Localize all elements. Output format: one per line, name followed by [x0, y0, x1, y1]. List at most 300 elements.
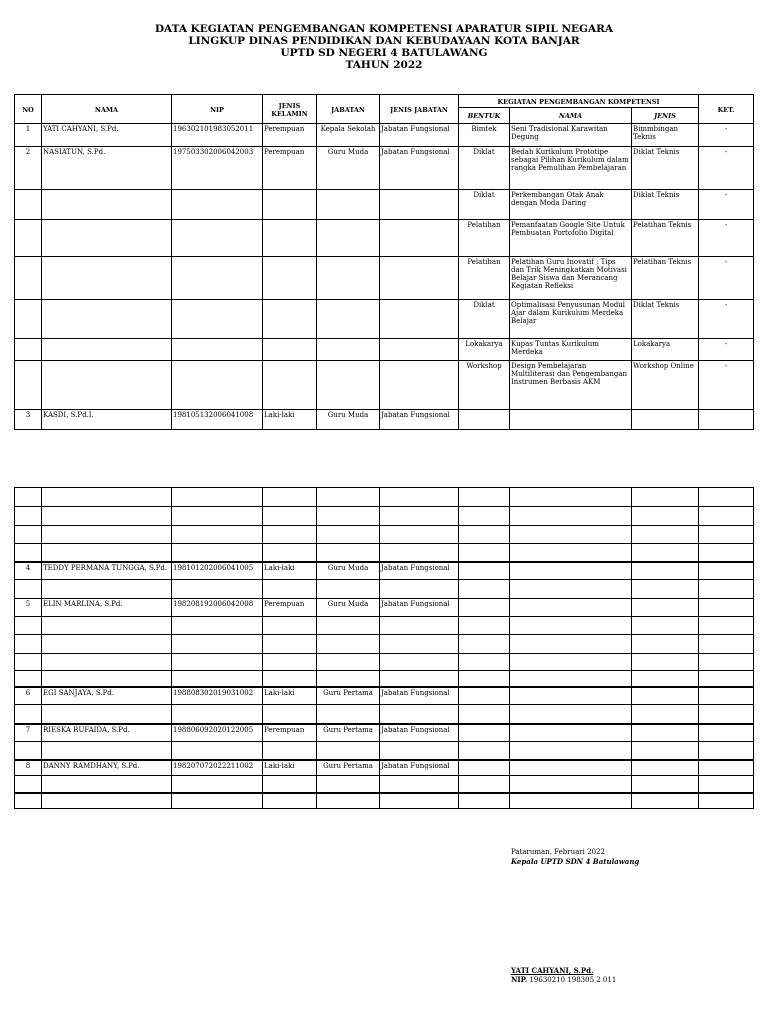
row-no — [15, 793, 42, 809]
row-jenis-kelamin — [263, 507, 317, 526]
row-no — [15, 635, 42, 654]
table-row — [15, 300, 754, 339]
row-kegiatan — [510, 724, 632, 742]
row-no — [15, 300, 42, 339]
row-nip — [172, 220, 263, 257]
row-jabatan — [317, 220, 380, 257]
row-jenis-jabatan — [380, 339, 459, 361]
header-jenis-jabatan: JENIS JABATAN — [380, 95, 459, 124]
row-jenis-kelamin — [263, 220, 317, 257]
row-jenis: Diklat Teknis — [632, 147, 699, 190]
row-no: 7 — [15, 724, 42, 742]
row-nip — [172, 654, 263, 671]
row-jenis-kelamin: Laki-laki — [263, 687, 317, 705]
row-kegiatan: Pemanfaatan Google Site Untuk Pembuatan Portofolio Digital — [510, 220, 632, 257]
row-nip — [172, 635, 263, 654]
row-jenis-kelamin: Perempuan — [263, 599, 317, 617]
row-nip: 196302101983052011 — [172, 124, 263, 147]
row-nama — [42, 361, 172, 410]
row-jenis-kelamin — [263, 257, 317, 300]
row-nama: DANNY RAMDHANY, S.Pd. — [42, 760, 172, 776]
header-kegiatan: KEGIATAN PENGEMBANGAN KOMPETENSI — [459, 95, 699, 108]
row-jabatan — [317, 300, 380, 339]
row-no — [15, 654, 42, 671]
row-ket — [699, 526, 754, 544]
row-nip — [172, 742, 263, 760]
row-jenis — [632, 635, 699, 654]
row-bentuk — [459, 724, 510, 742]
row-nip: 198808302019031002 — [172, 687, 263, 705]
row-jenis — [632, 488, 699, 507]
row-kegiatan: Seni Tradisional Karawitan Degung — [510, 124, 632, 147]
row-jenis-jabatan — [380, 361, 459, 410]
table-row — [15, 339, 754, 361]
row-ket: - — [699, 257, 754, 300]
row-kegiatan — [510, 507, 632, 526]
table-row — [15, 147, 754, 190]
row-jabatan — [317, 361, 380, 410]
row-kegiatan: Design Pembelajaran Multiliterasi dan Pengembangan Instrumen Berbasis AKM — [510, 361, 632, 410]
row-jenis-jabatan: Jabatan Fungsional — [380, 147, 459, 190]
row-ket — [699, 671, 754, 687]
row-no — [15, 339, 42, 361]
header-nama: NAMA — [42, 95, 172, 124]
row-ket — [699, 562, 754, 580]
row-nip: 198207072022211002 — [172, 760, 263, 776]
table-row — [15, 220, 754, 257]
row-jenis-jabatan — [380, 488, 459, 507]
row-bentuk: Diklat — [459, 147, 510, 190]
continuation-table — [14, 487, 754, 809]
row-no — [15, 361, 42, 410]
row-jenis: Lokakarya — [632, 339, 699, 361]
row-jenis: Workshop Online — [632, 361, 699, 410]
row-kegiatan: Bedah Kurikulum Prototipe sebagai Pilihan Kurikulum dalam rangka Pemulihan Pembelajaran — [510, 147, 632, 190]
row-no — [15, 544, 42, 562]
row-nama — [42, 339, 172, 361]
header-ket: KET. — [699, 95, 754, 124]
row-nip — [172, 671, 263, 687]
row-jenis — [632, 671, 699, 687]
row-jabatan — [317, 671, 380, 687]
row-nama: TEDDY PERMANA TUNGGA, S.Pd. — [42, 562, 172, 580]
row-nama — [42, 220, 172, 257]
row-nip: 198208192006042008 — [172, 599, 263, 617]
row-jenis-kelamin — [263, 742, 317, 760]
row-jenis-jabatan: Jabatan Fungsional — [380, 410, 459, 430]
row-bentuk — [459, 580, 510, 599]
table-row — [15, 654, 754, 671]
signature-name-block — [511, 966, 616, 985]
table-row — [15, 124, 754, 147]
row-jabatan — [317, 617, 380, 635]
row-bentuk — [459, 687, 510, 705]
row-jenis: Bimmbingan Teknis — [632, 124, 699, 147]
table-row — [15, 599, 754, 617]
row-kegiatan — [510, 410, 632, 430]
row-nip — [172, 526, 263, 544]
row-no — [15, 257, 42, 300]
table-row — [15, 776, 754, 793]
signature-name: YATI CAHYANI, S.Pd. — [511, 966, 594, 975]
row-no — [15, 705, 42, 724]
row-jenis-jabatan: Jabatan Fungsional — [380, 760, 459, 776]
row-kegiatan — [510, 742, 632, 760]
row-jenis-kelamin — [263, 654, 317, 671]
row-jenis-kelamin — [263, 617, 317, 635]
table-row — [15, 671, 754, 687]
row-jenis-kelamin: Laki-laki — [263, 410, 317, 430]
header-jenis-kelamin: JENIS KELAMIN — [263, 95, 317, 124]
row-ket — [699, 635, 754, 654]
row-jenis-kelamin — [263, 635, 317, 654]
row-ket: - — [699, 124, 754, 147]
title-line-1: DATA KEGIATAN PENGEMBANGAN KOMPETENSI APARATUR SIPIL NEGARA — [154, 23, 614, 35]
row-jenis-jabatan: Jabatan Fungsional — [380, 687, 459, 705]
row-nip: 197503302006042003 — [172, 147, 263, 190]
row-ket: - — [699, 147, 754, 190]
row-nip — [172, 361, 263, 410]
header-no: NO — [15, 95, 42, 124]
title-line-4: TAHUN 2022 — [345, 59, 423, 71]
signature-role: Kepala UPTD SDN 4 Batulawang — [511, 857, 640, 866]
row-jenis — [632, 507, 699, 526]
row-jenis-kelamin: Perempuan — [263, 124, 317, 147]
row-no: 8 — [15, 760, 42, 776]
row-jenis-kelamin — [263, 776, 317, 793]
table-row — [15, 257, 754, 300]
row-bentuk — [459, 793, 510, 809]
signature-nip-label: NIP. — [511, 975, 528, 984]
row-bentuk — [459, 507, 510, 526]
row-jenis — [632, 562, 699, 580]
row-jenis-jabatan — [380, 793, 459, 809]
row-kegiatan — [510, 760, 632, 776]
row-ket: - — [699, 190, 754, 220]
competency-table — [14, 94, 754, 430]
row-nama — [42, 507, 172, 526]
row-jenis — [632, 526, 699, 544]
row-jabatan — [317, 488, 380, 507]
table-row — [15, 488, 754, 507]
row-nama: EGI SANJAYA, S.Pd. — [42, 687, 172, 705]
title-line-2: LINGKUP DINAS PENDIDIKAN DAN KEBUDAYAAN KOTA BANJAR — [188, 35, 580, 47]
row-jenis: Pelatihan Teknis — [632, 257, 699, 300]
row-jenis — [632, 724, 699, 742]
row-jenis-kelamin: Perempuan — [263, 147, 317, 190]
row-ket: - — [699, 361, 754, 410]
row-jabatan: Kepala Sekolah — [317, 124, 380, 147]
row-kegiatan: Perkembangan Otak Anak dengan Moda Daring — [510, 190, 632, 220]
row-jenis: Diklat Teknis — [632, 300, 699, 339]
row-kegiatan — [510, 599, 632, 617]
row-bentuk: Diklat — [459, 300, 510, 339]
row-jenis-kelamin — [263, 544, 317, 562]
row-jenis-jabatan — [380, 705, 459, 724]
row-jenis-kelamin — [263, 339, 317, 361]
row-nama — [42, 580, 172, 599]
row-no: 1 — [15, 124, 42, 147]
row-bentuk — [459, 562, 510, 580]
row-no — [15, 671, 42, 687]
row-kegiatan — [510, 488, 632, 507]
row-ket: - — [699, 220, 754, 257]
row-bentuk: Pelatihan — [459, 220, 510, 257]
row-nip: 198101202006041005 — [172, 562, 263, 580]
row-nip — [172, 339, 263, 361]
row-jenis: Pelatihan Teknis — [632, 220, 699, 257]
row-nip — [172, 580, 263, 599]
row-nama: RIESKA RUFAIDA, S.Pd. — [42, 724, 172, 742]
row-jenis-jabatan — [380, 220, 459, 257]
row-no — [15, 580, 42, 599]
table-row — [15, 687, 754, 705]
row-jenis-jabatan — [380, 776, 459, 793]
row-kegiatan — [510, 580, 632, 599]
header-nip: NIP — [172, 95, 263, 124]
row-jabatan: Guru Muda — [317, 599, 380, 617]
row-ket — [699, 599, 754, 617]
row-bentuk — [459, 705, 510, 724]
row-jenis-kelamin — [263, 526, 317, 544]
row-bentuk — [459, 617, 510, 635]
row-jenis-kelamin: Laki-laki — [263, 760, 317, 776]
row-kegiatan — [510, 705, 632, 724]
row-ket — [699, 776, 754, 793]
row-nama — [42, 742, 172, 760]
table-row — [15, 635, 754, 654]
row-kegiatan — [510, 635, 632, 654]
row-nip: 198105132006041008 — [172, 410, 263, 430]
row-jabatan — [317, 580, 380, 599]
row-bentuk: Bimtek — [459, 124, 510, 147]
row-jabatan: Guru Pertama — [317, 760, 380, 776]
row-no: 6 — [15, 687, 42, 705]
row-no — [15, 507, 42, 526]
table-row — [15, 507, 754, 526]
row-bentuk — [459, 526, 510, 544]
row-bentuk: Pelatihan — [459, 257, 510, 300]
table-row — [15, 617, 754, 635]
table-row — [15, 562, 754, 580]
row-jenis — [632, 580, 699, 599]
row-jenis — [632, 687, 699, 705]
row-kegiatan — [510, 654, 632, 671]
table-row — [15, 724, 754, 742]
row-nip — [172, 544, 263, 562]
row-ket — [699, 488, 754, 507]
row-jabatan — [317, 507, 380, 526]
header-jenis: JENIS — [632, 108, 699, 124]
row-jenis-jabatan — [380, 635, 459, 654]
row-kegiatan: Optimalisasi Penyusunan Modul Ajar dalam Kurikulum Merdeka Belajar — [510, 300, 632, 339]
row-jenis-jabatan — [380, 654, 459, 671]
header-nama-kegiatan: NAMA — [510, 108, 632, 124]
row-nip: 198806092020122005 — [172, 724, 263, 742]
row-jabatan — [317, 776, 380, 793]
row-ket: - — [699, 339, 754, 361]
row-no: 5 — [15, 599, 42, 617]
row-bentuk — [459, 410, 510, 430]
row-kegiatan — [510, 544, 632, 562]
row-kegiatan: Pelatihan Guru Inovatif ; Tips dan Trik Meningkatkan Motivasi Belajar Siswa dan Merancang Kegiatan Refleksi — [510, 257, 632, 300]
row-nip — [172, 190, 263, 220]
row-ket — [699, 544, 754, 562]
row-jenis-jabatan — [380, 544, 459, 562]
row-jenis: Diklat Teknis — [632, 190, 699, 220]
row-jenis — [632, 760, 699, 776]
row-jenis-jabatan — [380, 257, 459, 300]
row-no — [15, 220, 42, 257]
row-jenis — [632, 776, 699, 793]
document-title — [0, 0, 768, 71]
row-jenis-kelamin — [263, 580, 317, 599]
table-row — [15, 742, 754, 760]
row-nip — [172, 488, 263, 507]
row-nama — [42, 526, 172, 544]
row-nip — [172, 507, 263, 526]
row-ket — [699, 742, 754, 760]
table-row — [15, 580, 754, 599]
row-jenis-kelamin — [263, 300, 317, 339]
row-jabatan: Guru Muda — [317, 147, 380, 190]
row-nama — [42, 705, 172, 724]
row-jabatan — [317, 544, 380, 562]
row-kegiatan — [510, 562, 632, 580]
row-nip — [172, 776, 263, 793]
row-ket — [699, 760, 754, 776]
row-jabatan: Guru Muda — [317, 410, 380, 430]
table-row — [15, 793, 754, 809]
row-nama — [42, 776, 172, 793]
row-jenis-kelamin — [263, 488, 317, 507]
row-ket — [699, 654, 754, 671]
row-nip — [172, 617, 263, 635]
row-nama: NASIATUN, S.Pd. — [42, 147, 172, 190]
header-bentuk: BENTUK — [459, 108, 510, 124]
row-no: 4 — [15, 562, 42, 580]
row-ket — [699, 617, 754, 635]
row-ket — [699, 580, 754, 599]
row-jabatan: Guru Pertama — [317, 724, 380, 742]
row-no: 3 — [15, 410, 42, 430]
signature-nip: 19630210 198305 2 011 — [529, 976, 617, 984]
row-jenis — [632, 617, 699, 635]
table-row — [15, 190, 754, 220]
row-bentuk — [459, 776, 510, 793]
row-ket — [699, 705, 754, 724]
row-bentuk — [459, 671, 510, 687]
row-no — [15, 190, 42, 220]
table-row — [15, 361, 754, 410]
row-ket — [699, 793, 754, 809]
row-bentuk — [459, 654, 510, 671]
row-nama: KASDI, S.Pd.I. — [42, 410, 172, 430]
row-no — [15, 776, 42, 793]
row-jenis-kelamin — [263, 793, 317, 809]
row-ket — [699, 724, 754, 742]
row-jenis-jabatan — [380, 507, 459, 526]
table-row — [15, 705, 754, 724]
row-jenis — [632, 599, 699, 617]
table-row — [15, 544, 754, 562]
row-bentuk — [459, 599, 510, 617]
row-jabatan — [317, 742, 380, 760]
row-nama — [42, 635, 172, 654]
row-nama — [42, 654, 172, 671]
row-no — [15, 742, 42, 760]
row-nama: YATI CAHYANI, S.Pd. — [42, 124, 172, 147]
row-nama — [42, 300, 172, 339]
row-bentuk — [459, 760, 510, 776]
row-nip — [172, 257, 263, 300]
row-nip — [172, 793, 263, 809]
row-jenis — [632, 705, 699, 724]
row-jabatan — [317, 339, 380, 361]
row-bentuk — [459, 544, 510, 562]
row-kegiatan — [510, 526, 632, 544]
row-bentuk — [459, 742, 510, 760]
row-jenis-jabatan — [380, 580, 459, 599]
row-jabatan: Guru Pertama — [317, 687, 380, 705]
row-ket — [699, 687, 754, 705]
title-line-3: UPTD SD NEGERI 4 BATULAWANG — [280, 47, 488, 59]
row-nama — [42, 617, 172, 635]
signature-place-date: Pataruman, Februari 2022 — [511, 848, 605, 856]
row-jenis-jabatan: Jabatan Fungsional — [380, 562, 459, 580]
row-jabatan — [317, 190, 380, 220]
row-nama — [42, 671, 172, 687]
row-jenis — [632, 742, 699, 760]
row-nip — [172, 705, 263, 724]
row-jenis — [632, 793, 699, 809]
table-row — [15, 760, 754, 776]
row-ket: - — [699, 300, 754, 339]
row-jenis-jabatan: Jabatan Fungsional — [380, 599, 459, 617]
row-jenis-jabatan — [380, 526, 459, 544]
row-nama — [42, 488, 172, 507]
row-ket — [699, 507, 754, 526]
row-nama — [42, 544, 172, 562]
row-jenis-jabatan — [380, 742, 459, 760]
row-no — [15, 617, 42, 635]
row-bentuk — [459, 635, 510, 654]
row-bentuk: Lokakarya — [459, 339, 510, 361]
header-jabatan: JABATAN — [317, 95, 380, 124]
row-jenis-jabatan — [380, 300, 459, 339]
row-nama: ELIN MARLINA, S.Pd. — [42, 599, 172, 617]
row-jenis — [632, 410, 699, 430]
row-kegiatan — [510, 617, 632, 635]
row-jenis-jabatan — [380, 671, 459, 687]
row-jenis-jabatan — [380, 190, 459, 220]
row-jenis-jabatan — [380, 617, 459, 635]
row-nama — [42, 793, 172, 809]
row-nama — [42, 257, 172, 300]
row-jenis-kelamin — [263, 190, 317, 220]
row-no: 2 — [15, 147, 42, 190]
row-kegiatan — [510, 776, 632, 793]
row-kegiatan — [510, 793, 632, 809]
row-jenis-kelamin: Perempuan — [263, 724, 317, 742]
row-jenis-kelamin — [263, 705, 317, 724]
row-jenis — [632, 654, 699, 671]
row-jabatan: Guru Muda — [317, 562, 380, 580]
row-jabatan — [317, 526, 380, 544]
row-kegiatan: Kupas Tuntas Kurikulum Merdeka — [510, 339, 632, 361]
row-bentuk — [459, 488, 510, 507]
row-jabatan — [317, 705, 380, 724]
